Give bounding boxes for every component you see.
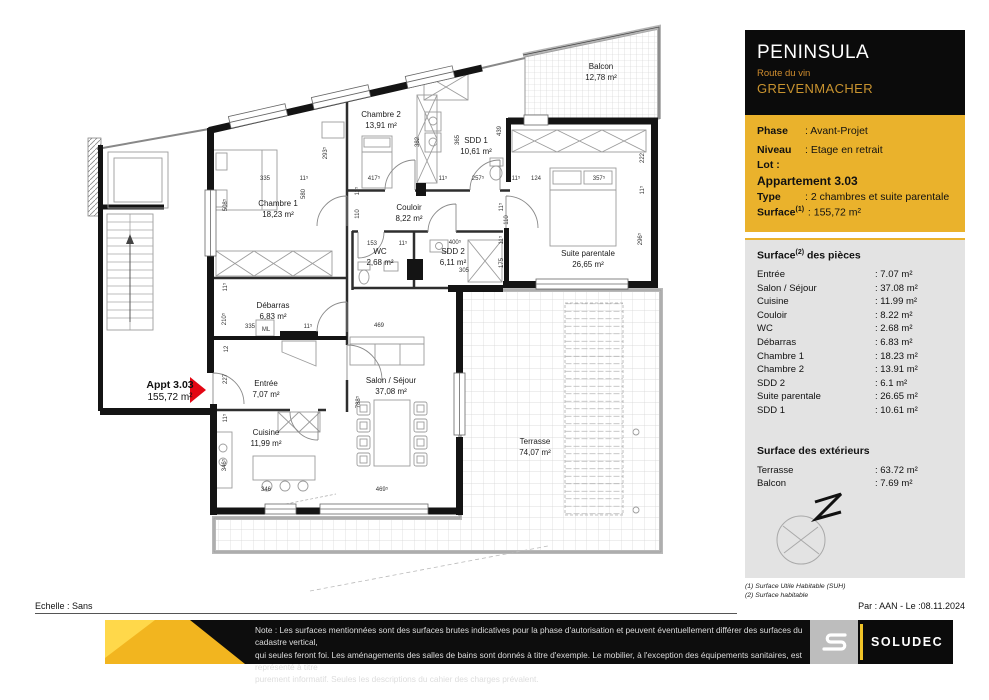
surface-row: Couloir : 8.22 m² xyxy=(757,309,913,321)
room-area-balcon: 12,78 m² xyxy=(585,73,617,82)
dimension-label: 11⁵ xyxy=(438,176,448,182)
surface-row: Chambre 2 : 13.91 m² xyxy=(757,364,918,376)
room-area-sdd2: 6,11 m² xyxy=(439,258,467,267)
surface-row: Cuisine : 11.99 m² xyxy=(757,296,918,308)
surfaces-title: Surface$^{(2)}$ des pièces xyxy=(757,248,861,261)
phase-row: Phase : Avant-Projet xyxy=(757,125,868,137)
dimension-label: 222 xyxy=(640,152,646,164)
room-area-couloir: 8,22 m² xyxy=(395,214,423,223)
room-area-cuisine: 11,99 m² xyxy=(250,439,282,448)
divider xyxy=(35,613,737,614)
surface-row: Entrée : 7.07 m² xyxy=(757,269,913,280)
dimension-label: 469⁵ xyxy=(375,487,389,493)
room-label-suite: Suite parentale xyxy=(561,249,615,258)
dimension-label: 346 xyxy=(260,487,272,493)
room-label-salon: Salon / Séjour xyxy=(365,376,417,385)
dimension-label: 335 xyxy=(244,324,256,330)
room-area-chambre2: 13,91 m² xyxy=(365,121,397,130)
room-label-chambre1: Chambre 1 xyxy=(258,199,298,208)
soludec-s-icon xyxy=(817,628,851,656)
dimension-label: 12 xyxy=(224,345,230,353)
niveau-row: Niveau : Etage en retrait xyxy=(757,144,883,156)
sink-sdd1 xyxy=(425,112,441,131)
surface-row-total: Surface$^{(1)}$ : 155,72 m² xyxy=(757,206,862,219)
dimension-label: 417⁵ xyxy=(367,176,381,182)
kitchen-counter xyxy=(278,412,320,432)
sofa xyxy=(350,337,424,365)
lot-row: Lot : xyxy=(757,159,780,171)
dimension-label: 439 xyxy=(497,125,503,137)
note-bar-accent xyxy=(105,620,250,664)
stairwell xyxy=(88,129,209,411)
note-text: Note : Les surfaces mentionnées sont des surfaces brutes indicatives pour la phase d'autorisation et peuvent éventuellement différer des surfaces du cadastre vertical, qui seules feront foi. Les aménagements des salles de bains sont donnés à titre d'exemple. Le mobilier, à l'exception des équipements sanitaires, est représenté à titre purement informatif. Seules les descriptions du cahier des charges prévalent. xyxy=(255,625,803,685)
exteriors-title: Surface des extérieurs xyxy=(757,444,870,457)
dimension-label: 382 xyxy=(415,136,421,148)
logo-accent-bar xyxy=(860,624,863,660)
dimension-label: 11⁵ xyxy=(499,202,505,212)
north-arrow-icon xyxy=(815,494,841,519)
dimension-label: 508⁵ xyxy=(223,198,229,212)
room-label-chambre2: Chambre 2 xyxy=(361,110,401,119)
project-header xyxy=(745,30,965,115)
elevator xyxy=(108,152,168,208)
surface-row: Salon / Séjour : 37.08 m² xyxy=(757,282,918,294)
room-area-salon: 37,08 m² xyxy=(375,387,407,396)
surface-row: Débarras : 6.83 m² xyxy=(757,336,913,348)
desk xyxy=(322,122,344,138)
dimension-label: 357⁵ xyxy=(592,176,606,182)
soludec-logo xyxy=(858,620,953,664)
dimension-label: 210⁵ xyxy=(222,312,228,326)
dimension-label: 110 xyxy=(355,209,361,219)
room-label-sdd1: SDD 1 xyxy=(464,136,488,145)
room-label-couloir: Couloir xyxy=(396,203,422,212)
dimension-label: 346⁵ xyxy=(222,458,228,472)
surface-row: Terrasse : 63.72 m² xyxy=(757,464,918,476)
room-label-debarras: Débarras xyxy=(256,301,290,310)
type-row: Type : 2 chambres et suite parentale xyxy=(757,191,950,203)
dimension-label: 11⁵ xyxy=(499,235,505,245)
info-box xyxy=(745,115,965,232)
title-block xyxy=(745,30,965,601)
footnotes: (1) Surface Utile Habitable (SUH) (2) Surface habitable xyxy=(745,582,846,599)
surfaces-box xyxy=(745,238,965,578)
dimension-label: 296⁵ xyxy=(638,232,644,246)
pergola-outline xyxy=(565,303,623,515)
room-label-sdd2: SDD 2 xyxy=(441,247,465,256)
dimension-label: 365 xyxy=(455,134,461,146)
brand-name: SOLUDEC xyxy=(871,635,944,649)
surface-row: Chambre 1 : 18.23 m² xyxy=(757,350,918,362)
dimension-label: 11⁵ xyxy=(223,282,229,292)
apartment-area: 155,72 m² xyxy=(147,392,193,403)
dimension-label: 153 xyxy=(366,241,378,247)
dimension-label: 11⁵ xyxy=(355,186,361,196)
dining-table xyxy=(374,400,410,466)
dimension-label: 580 xyxy=(301,188,307,200)
dimension-label: 788⁵ xyxy=(356,395,362,409)
room-area-entree: 7,07 m² xyxy=(252,390,280,399)
apartment-label: Appt 3.03 xyxy=(146,379,194,391)
project-name: PENINSULA xyxy=(757,42,870,63)
surface-row: Balcon : 7.69 m² xyxy=(757,478,913,490)
room-area-debarras: 6,83 m² xyxy=(259,312,287,321)
bed-suite xyxy=(550,168,616,246)
room-label-entree: Entrée xyxy=(254,379,278,388)
surface-row: SDD 1 : 10.61 m² xyxy=(757,404,918,416)
dimension-label: 227 xyxy=(223,373,229,385)
kitchen-island xyxy=(253,456,315,480)
dimension-label: 175 xyxy=(499,257,505,269)
dimension-label: 335 xyxy=(259,176,271,182)
room-area-suite: 26,65 m² xyxy=(572,260,604,269)
apartment-row: Appartement 3.03 xyxy=(757,174,858,188)
room-label-balcon: Balcon xyxy=(588,62,614,71)
project-street: Route du vin xyxy=(757,68,811,79)
north-compass-icon xyxy=(753,484,953,576)
dimension-label: 110 xyxy=(504,215,510,225)
dimension-label: 11⁵ xyxy=(223,413,229,423)
room-label-cuisine: Cuisine xyxy=(252,428,280,437)
dimension-label: 11⁵ xyxy=(303,324,313,330)
room-area-terrasse: 74,07 m² xyxy=(519,448,551,457)
dimension-label: 305 xyxy=(458,268,470,274)
author-date: Par : AAN - Le :08.11.2024 xyxy=(858,601,965,611)
soludec-logo-mark xyxy=(810,620,858,664)
dimension-label: ML xyxy=(261,327,271,333)
room-label-wc: WC xyxy=(373,247,387,256)
scale-label: Echelle : Sans xyxy=(35,601,93,611)
room-area-sdd1: 10,61 m² xyxy=(460,147,492,156)
dimension-label: 257⁵ xyxy=(471,176,485,182)
dimension-label: 469 xyxy=(373,323,385,329)
project-city: GREVENMACHER xyxy=(757,81,874,96)
room-area-chambre1: 18,23 m² xyxy=(262,210,294,219)
room-label-terrasse: Terrasse xyxy=(519,437,551,446)
dimension-label: 124 xyxy=(530,176,542,182)
toilet-sdd1 xyxy=(490,158,503,166)
surface-row: SDD 2 : 6.1 m² xyxy=(757,377,908,389)
surface-row: WC : 2.68 m² xyxy=(757,323,913,335)
dimension-label: 11⁵ xyxy=(398,241,408,247)
dimension-label: 11⁵ xyxy=(640,185,646,195)
dimension-label: 293⁵ xyxy=(323,146,329,160)
dimension-label: 11⁵ xyxy=(511,176,521,182)
room-area-wc: 2,68 m² xyxy=(366,258,394,267)
dimension-label: 400⁵ xyxy=(448,240,462,246)
dimension-label: 11⁵ xyxy=(299,176,309,182)
surface-row: Suite parentale : 26.65 m² xyxy=(757,391,918,403)
